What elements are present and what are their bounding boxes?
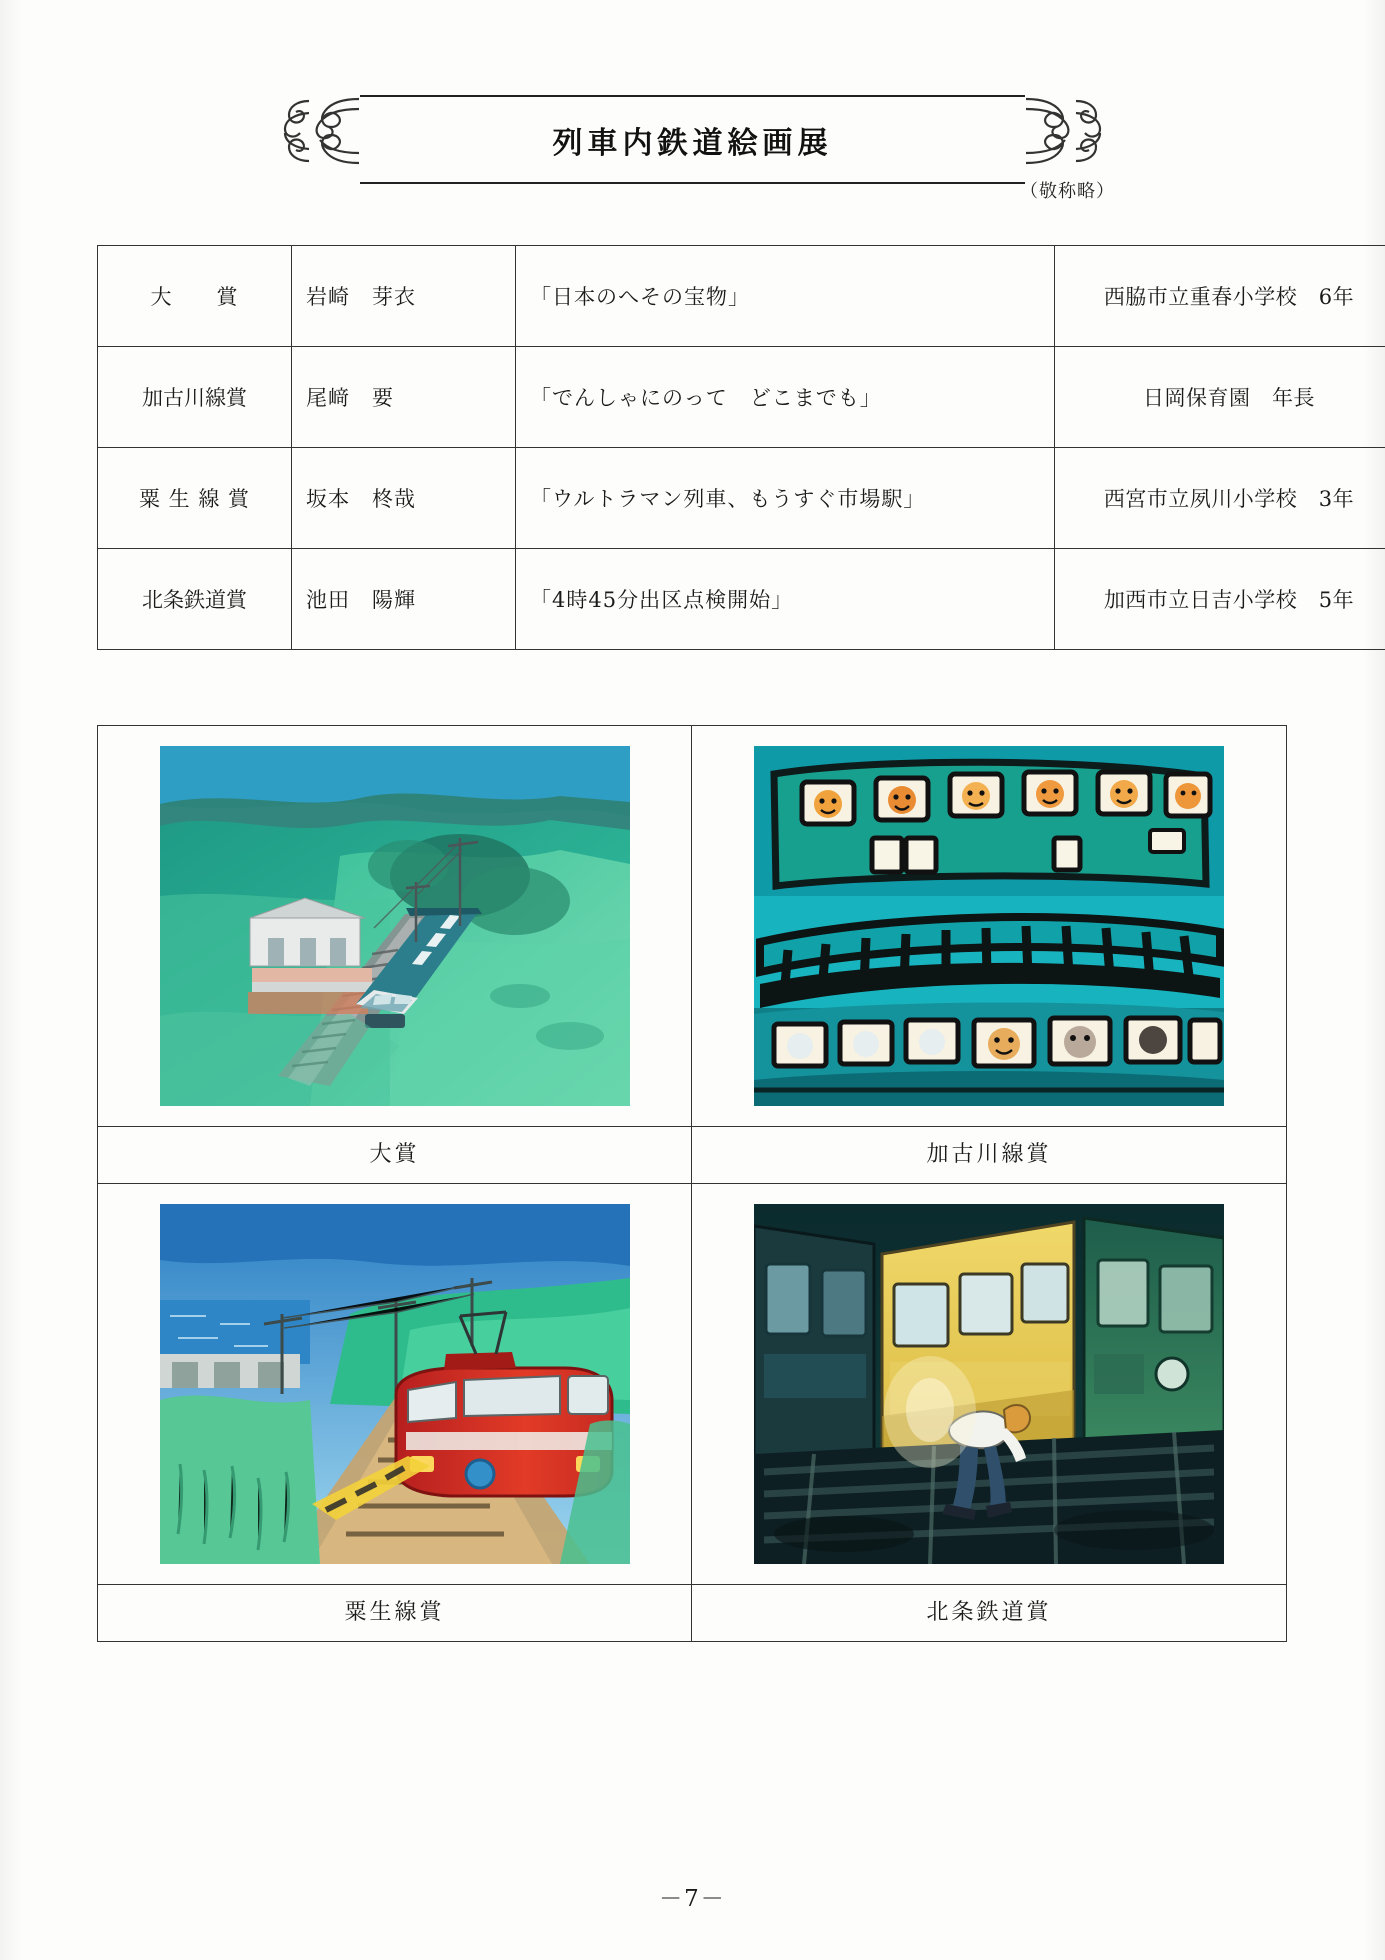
school-cell: 西宮市立夙川小学校 3年 <box>1055 448 1385 549</box>
scan-edge-left <box>0 0 22 1960</box>
name-cell: 尾﨑 要 <box>292 347 516 448</box>
artwork-kakogawa-line-prize <box>692 726 1286 1126</box>
prize-cell: 加古川線賞 <box>98 347 292 448</box>
name-cell: 岩崎 芽衣 <box>292 246 516 347</box>
artwork-caption: 加古川線賞 <box>692 1126 1286 1183</box>
artwork-grand-prize <box>98 726 691 1126</box>
artwork-caption: 北条鉄道賞 <box>692 1584 1286 1641</box>
work-title-cell: 「ウルトラマン列車、もうすぐ市場駅」 <box>516 448 1055 549</box>
gallery-row <box>98 726 1286 1184</box>
page-header <box>285 95 1115 202</box>
gallery-cell <box>692 1184 1286 1641</box>
honorifics-note: （敬称略） <box>1020 181 1115 202</box>
gallery-row <box>98 1184 1286 1641</box>
page-number: －7－ <box>659 1886 726 1912</box>
artwork-gallery <box>97 725 1287 1642</box>
artwork-hojo-railway-prize <box>692 1184 1286 1584</box>
work-title-cell: 「4時45分出区点検開始」 <box>516 549 1055 650</box>
flourish-ornament-right-icon <box>1022 87 1112 187</box>
school-cell: 日岡保育園 年長 <box>1055 347 1385 448</box>
work-title-cell: 「でんしゃにのって どこまでも」 <box>516 347 1055 448</box>
gallery-cell <box>692 726 1286 1184</box>
prize-cell: 粟 生 線 賞 <box>98 448 292 549</box>
prize-cell: 北条鉄道賞 <box>98 549 292 650</box>
winners-table <box>97 245 1385 650</box>
prize-cell: 大 賞 <box>98 246 292 347</box>
school-cell: 西脇市立重春小学校 6年 <box>1055 246 1385 347</box>
table-row <box>98 448 1385 549</box>
name-cell: 池田 陽輝 <box>292 549 516 650</box>
table-row <box>98 246 1385 347</box>
gallery-cell <box>98 1184 692 1641</box>
flourish-ornament-left-icon <box>273 87 363 187</box>
gallery-cell <box>98 726 692 1184</box>
school-cell: 加西市立日吉小学校 5年 <box>1055 549 1385 650</box>
artwork-caption: 粟生線賞 <box>98 1584 691 1641</box>
page-title: 列車内鉄道絵画展 <box>552 125 833 161</box>
artwork-caption: 大賞 <box>98 1126 691 1183</box>
work-title-cell: 「日本のへその宝物」 <box>516 246 1055 347</box>
title-frame <box>360 95 1025 184</box>
artwork-ao-line-prize <box>98 1184 691 1584</box>
table-row <box>98 347 1385 448</box>
table-row <box>98 549 1385 650</box>
name-cell: 坂本 柊哉 <box>292 448 516 549</box>
